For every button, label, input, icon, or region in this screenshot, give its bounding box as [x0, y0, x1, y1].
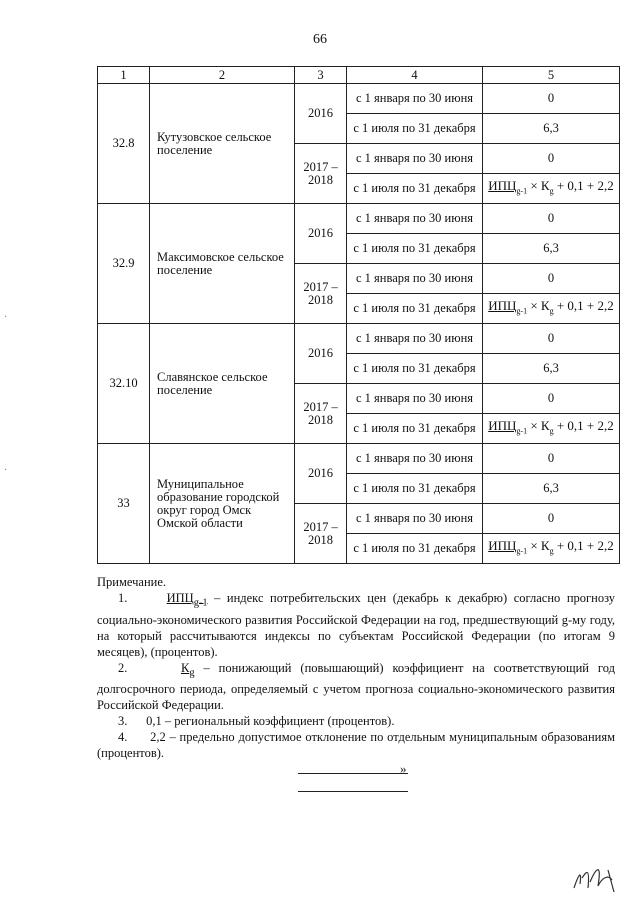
year-cell: 2016 — [295, 324, 347, 384]
settlement-name: Максимовское сельское поселение — [150, 204, 295, 324]
period-cell: с 1 января по 30 июня — [347, 324, 483, 354]
formula-cell — [483, 294, 620, 324]
period-cell: с 1 июля по 31 декабря — [347, 534, 483, 564]
note-2-number: 2. — [118, 660, 128, 675]
period-cell: с 1 июля по 31 декабря — [347, 294, 483, 324]
value-cell: 0 — [483, 84, 620, 114]
note-3-number: 3. — [118, 714, 128, 728]
note-1-text: – индекс потребительских цен (декабрь к декабрю) согласно прогнозу социально-экономического развития Российской Федерации на год, предшествующий g-му году, на который рассчитываются индексы по субъектам Российской Федерации (по итогам 9 месяцев), (процентов). — [97, 591, 616, 659]
year-cell: 2017 – 2018 — [295, 144, 347, 204]
period-cell: с 1 июля по 31 декабря — [347, 114, 483, 144]
note-1 — [97, 590, 615, 660]
value-cell: 0 — [483, 144, 620, 174]
column-header: 5 — [483, 67, 620, 84]
formula-cell — [483, 414, 620, 444]
note-1-symbol: $ИПЦ_{g-1}$ — [166, 591, 208, 609]
period-cell: с 1 января по 30 июня — [347, 204, 483, 234]
formula: $ИПЦ_{g-1} \times К_g + 0,1 + 2,2$ — [488, 178, 614, 196]
value-cell: 0 — [483, 204, 620, 234]
tariff-table — [97, 66, 620, 564]
handwritten-signature-icon — [568, 858, 628, 896]
value-cell: 0 — [483, 444, 620, 474]
table-row — [98, 324, 620, 354]
settlement-name: Муниципальное образование городской округ город Омск Омской области — [150, 444, 295, 564]
year-cell: 2016 — [295, 84, 347, 144]
period-cell: с 1 июля по 31 декабря — [347, 474, 483, 504]
formula: $ИПЦ_{g-1} \times К_g + 0,1 + 2,2$ — [488, 538, 614, 556]
notes-heading: Примечание. — [97, 575, 167, 589]
year-cell: 2017 – 2018 — [295, 504, 347, 564]
table-header-row — [98, 67, 620, 84]
year-cell: 2017 – 2018 — [295, 264, 347, 324]
period-cell: с 1 января по 30 июня — [347, 504, 483, 534]
page-number: 66 — [313, 32, 327, 47]
notes-block — [97, 574, 615, 761]
year-cell: 2016 — [295, 444, 347, 504]
note-3 — [97, 713, 615, 729]
value-cell: 0 — [483, 504, 620, 534]
column-header: 1 — [98, 67, 150, 84]
value-cell: 6,3 — [483, 234, 620, 264]
edge-mark: · — [4, 465, 8, 476]
period-cell: с 1 июля по 31 декабря — [347, 414, 483, 444]
column-header: 4 — [347, 67, 483, 84]
period-cell: с 1 января по 30 июня — [347, 444, 483, 474]
period-cell: с 1 июля по 31 декабря — [347, 234, 483, 264]
note-4 — [97, 729, 615, 761]
year-cell: 2017 – 2018 — [295, 384, 347, 444]
table-row — [98, 444, 620, 474]
row-number: 32.8 — [98, 84, 150, 204]
edge-mark: · — [4, 312, 8, 323]
value-cell: 0 — [483, 264, 620, 294]
settlement-name: Славянское сельское поселение — [150, 324, 295, 444]
note-4-text: 2,2 – предельно допустимое отклонение по отдельным муниципальным образованиям (процентов). — [97, 730, 615, 760]
row-number: 32.10 — [98, 324, 150, 444]
value-cell: 6,3 — [483, 354, 620, 384]
formula: $ИПЦ_{g-1} \times К_g + 0,1 + 2,2$ — [488, 298, 614, 316]
note-2-symbol: $К_g$ — [180, 660, 195, 678]
year-cell: 2016 — [295, 204, 347, 264]
formula-cell — [483, 174, 620, 204]
period-cell: с 1 июля по 31 декабря — [347, 354, 483, 384]
closing-quote: » — [400, 761, 407, 776]
formula-cell — [483, 534, 620, 564]
note-3-text: 0,1 – региональный коэффициент (процентов). — [146, 714, 395, 728]
note-2-text: – понижающий (повышающий) коэффициент на соответствующий год долгосрочного периода, определяемый с учетом прогноза социально-экономического развития Российской Федерации. — [97, 660, 615, 712]
signature-line-1 — [298, 773, 408, 774]
value-cell: 0 — [483, 324, 620, 354]
period-cell: с 1 января по 30 июня — [347, 384, 483, 414]
value-cell: 0 — [483, 384, 620, 414]
period-cell: с 1 июля по 31 декабря — [347, 174, 483, 204]
column-header: 2 — [150, 67, 295, 84]
settlement-name: Кутузовское сельское поселение — [150, 84, 295, 204]
signature-line-2 — [298, 791, 408, 792]
note-2 — [97, 660, 615, 714]
note-4-number: 4. — [118, 730, 128, 744]
period-cell: с 1 января по 30 июня — [347, 264, 483, 294]
column-header: 3 — [295, 67, 347, 84]
value-cell: 6,3 — [483, 114, 620, 144]
formula: $ИПЦ_{g-1} \times К_g + 0,1 + 2,2$ — [488, 418, 614, 436]
row-number: 33 — [98, 444, 150, 564]
table-row — [98, 84, 620, 114]
period-cell: с 1 января по 30 июня — [347, 144, 483, 174]
note-1-number: 1. — [118, 591, 128, 605]
row-number: 32.9 — [98, 204, 150, 324]
table-row — [98, 204, 620, 234]
period-cell: с 1 января по 30 июня — [347, 84, 483, 114]
value-cell: 6,3 — [483, 474, 620, 504]
